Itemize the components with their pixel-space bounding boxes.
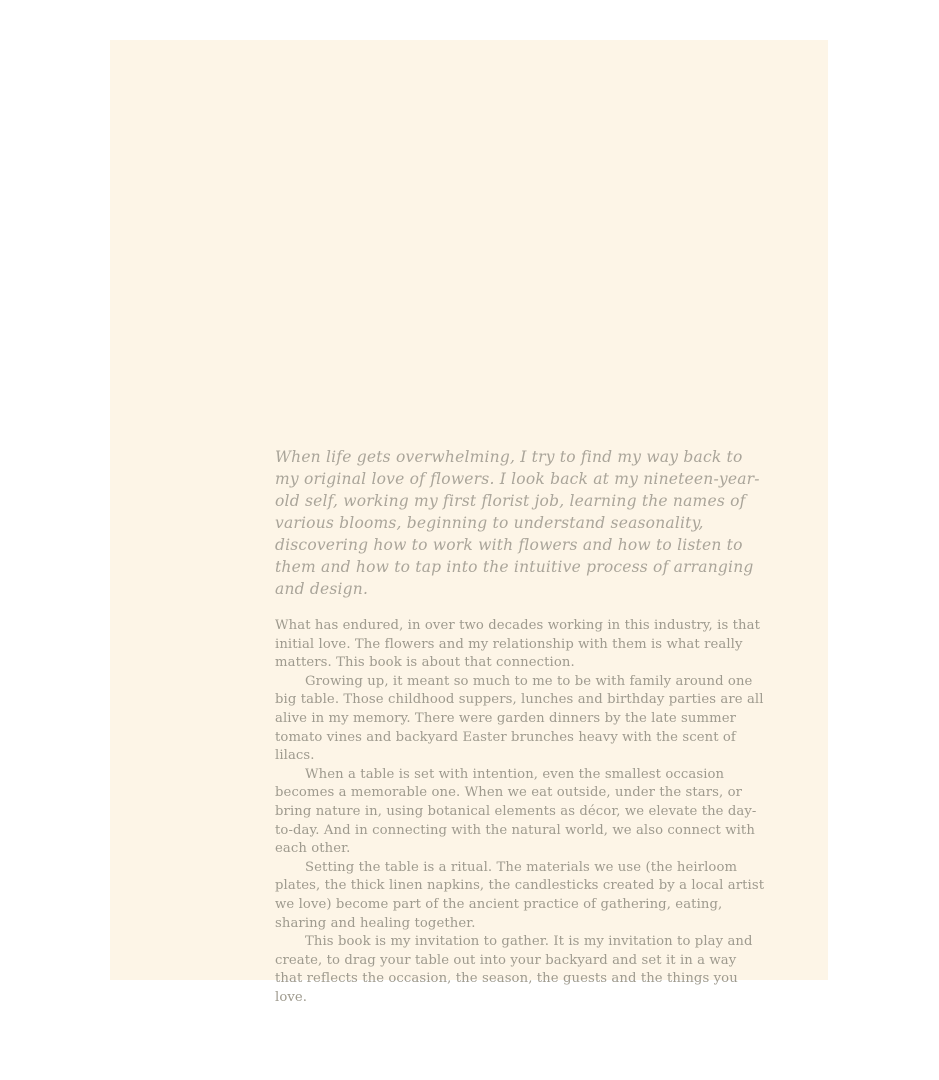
- body-paragraph: This book is my invitation to gather. It is my invitation to play and create, to drag your table out into your backyard and set it in a way that reflects the occasion, the season, the guests and the things you love.: [275, 934, 753, 1005]
- book-page: [110, 40, 828, 1005]
- body-paragraph: What has endured, in over two decades working in this industry, is that initial love. The flowers and my relationship with them is what really matters. This book is about that connection.: [275, 618, 760, 671]
- intro-quote: When life gets overwhelming, I try to find my way back to my original love of flowers. I look back at my nineteen-year-old self, working my first florist job, learning the names of various blooms, beginning to understand seasonality, discovering how to work with flowers and how to listen to them and how to tap into the intuitive process of arranging and design.: [275, 448, 760, 598]
- body-paragraph: Setting the table is a ritual. The materials we use (the heirloom plates, the thick linen napkins, the candlesticks created by a local artist we love) become part of the ancient practice of gathering, eating, sharing and healing together.: [275, 859, 765, 931]
- page-text-block: [275, 446, 767, 1007]
- body-paragraph: Growing up, it meant so much to me to be with family around one big table. Those childhood suppers, lunches and birthday parties are all alive in my memory. There were garden dinners by the late summer tomato vines and backyard Easter brunches heavy with the scent of lilacs.: [275, 673, 764, 764]
- body-paragraph: When a table is set with intention, even the smallest occasion becomes a memorable one. When we eat outside, under the stars, or bring nature in, using botanical elements as décor, we elevate the day-to-day. And in connecting with the natural world, we also connect with each other.: [275, 766, 757, 857]
